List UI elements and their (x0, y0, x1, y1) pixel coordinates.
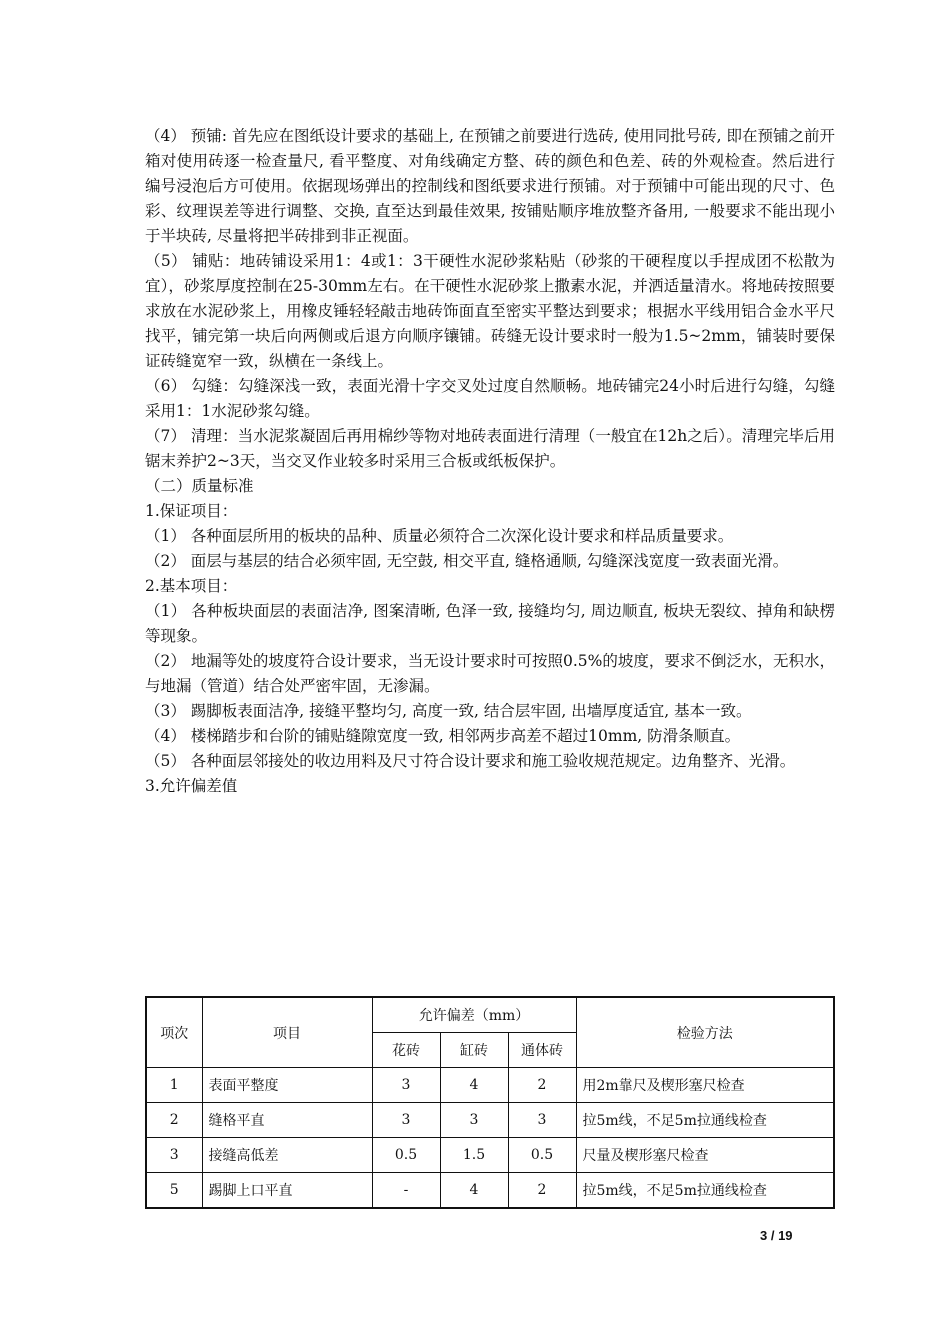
cell-v2: 4 (440, 1173, 508, 1209)
header-no: 项次 (146, 997, 202, 1068)
paragraph-prelay: （4） 预铺: 首先应在图纸设计要求的基础上, 在预铺之前要进行选砖, 使用同批号砖, 即在预铺之前开箱对使用砖逐一检查量尺, 看平整度、对角线确定方整、砖的颜色和色差、砖的外观检查。然后进行编号浸泡后方可使用。依据现场弹出的控制线和图纸要求进行预铺。对于预铺中可能出现的尺寸、色彩、纹理误差等进行调整、交换, 直至达到最佳效果, 按铺贴顺序堆放整齐备用, 一般要求不能出现小于半块砖, 尽量将把半砖排到非正视面。 (145, 127, 836, 245)
cell-v2: 4 (440, 1068, 508, 1103)
basic-item: （3） 踢脚板表面洁净, 接缝平整均匀, 高度一致, 结合层牢固, 出墙厚度适宜, 基本一致。 (145, 702, 752, 720)
cell-item: 接缝高低差 (202, 1138, 372, 1173)
guarantee-item: （1） 各种面层所用的板块的品种、质量必须符合二次深化设计要求和样品质量要求。 (145, 527, 734, 545)
header-method: 检验方法 (576, 997, 834, 1068)
cell-method: 拉5m线，不足5m拉通线检查 (576, 1103, 834, 1138)
cell-method: 用2m靠尺及楔形塞尺检查 (576, 1068, 834, 1103)
basic-item: （4） 楼梯踏步和台阶的铺贴缝隙宽度一致, 相邻两步高差不超过10mm, 防滑条顺直。 (145, 727, 741, 745)
table-row (146, 1138, 834, 1173)
cell-v1: 3 (372, 1068, 440, 1103)
guarantee-item: （2） 面层与基层的结合必须牢固, 无空鼓, 相交平直, 缝格通顺, 勾缝深浅宽度一致表面光滑。 (145, 552, 789, 570)
cell-v3: 0.5 (508, 1138, 576, 1173)
basic-heading: 2.基本项目： (145, 577, 238, 595)
cell-item: 踢脚上口平直 (202, 1173, 372, 1209)
cell-no: 5 (146, 1173, 202, 1209)
cell-no: 2 (146, 1103, 202, 1138)
paragraph-pointing: （6） 勾缝：勾缝深浅一致，表面光滑十字交叉处过度自然顺畅。地砖铺完24小时后进行勾缝，勾缝采用1：1水泥砂浆勾缝。 (145, 377, 835, 420)
table-row (146, 1103, 834, 1138)
header-sub-3: 通体砖 (508, 1033, 576, 1068)
header-item: 项目 (202, 997, 372, 1068)
page-number: 3 / 19 (760, 1228, 793, 1243)
document-body (145, 124, 835, 799)
cell-method: 拉5m线，不足5m拉通线检查 (576, 1173, 834, 1209)
cell-v3: 3 (508, 1103, 576, 1138)
header-tolerance: 允许偏差（mm） (372, 997, 576, 1033)
cell-v1: 0.5 (372, 1138, 440, 1173)
cell-method: 尺量及楔形塞尺检查 (576, 1138, 834, 1173)
table-row (146, 1068, 834, 1103)
basic-item: （5） 各种面层邻接处的收边用料及尺寸符合设计要求和施工验收规范规定。边角整齐、光滑。 (145, 752, 796, 770)
paragraph-cleaning: （7） 清理：当水泥浆凝固后再用棉纱等物对地砖表面进行清理（一般宜在12h之后）。清理完毕后用锯末养护2~3天，当交叉作业较多时采用三合板或纸板保护。 (145, 427, 835, 470)
section-heading-quality: （二）质量标准 (145, 477, 254, 495)
header-sub-1: 花砖 (372, 1033, 440, 1068)
paragraph-laying: （5） 铺贴：地砖铺设采用1：4或1：3干硬性水泥砂浆粘贴（砂浆的干硬程度以手捏成团不松散为宜），砂浆厚度控制在25-30mm左右。在干硬性水泥砂浆上撒素水泥，并洒适量清水。将地砖按照要求放在水泥砂浆上，用橡皮锤轻轻敲击地砖饰面直至密实平整达到要求；根据水平线用铝合金水平尺找平，铺完第一块后向两侧或后退方向顺序镶铺。砖缝无设计要求时一般为1.5~2mm，铺装时要保证砖缝宽窄一致，纵横在一条线上。 (145, 252, 835, 370)
cell-v1: 3 (372, 1103, 440, 1138)
cell-v3: 2 (508, 1173, 576, 1209)
cell-v3: 2 (508, 1068, 576, 1103)
guarantee-heading: 1.保证项目： (145, 502, 238, 520)
header-sub-2: 缸砖 (440, 1033, 508, 1068)
cell-v2: 1.5 (440, 1138, 508, 1173)
basic-item: （1） 各种板块面层的表面洁净, 图案清晰, 色泽一致, 接缝均匀, 周边顺直, 板块无裂纹、掉角和缺楞等现象。 (145, 602, 835, 645)
cell-no: 1 (146, 1068, 202, 1103)
tolerance-heading: 3.允许偏差值 (145, 777, 238, 795)
cell-item: 表面平整度 (202, 1068, 372, 1103)
tolerance-table (145, 996, 835, 1209)
basic-item: （2） 地漏等处的坡度符合设计要求，当无设计要求时可按照0.5%的坡度，要求不倒泛水，无积水，与地漏（管道）结合处严密牢固，无渗漏。 (145, 652, 835, 695)
cell-v1: - (372, 1173, 440, 1209)
table-row (146, 1173, 834, 1209)
cell-item: 缝格平直 (202, 1103, 372, 1138)
cell-no: 3 (146, 1138, 202, 1173)
cell-v2: 3 (440, 1103, 508, 1138)
